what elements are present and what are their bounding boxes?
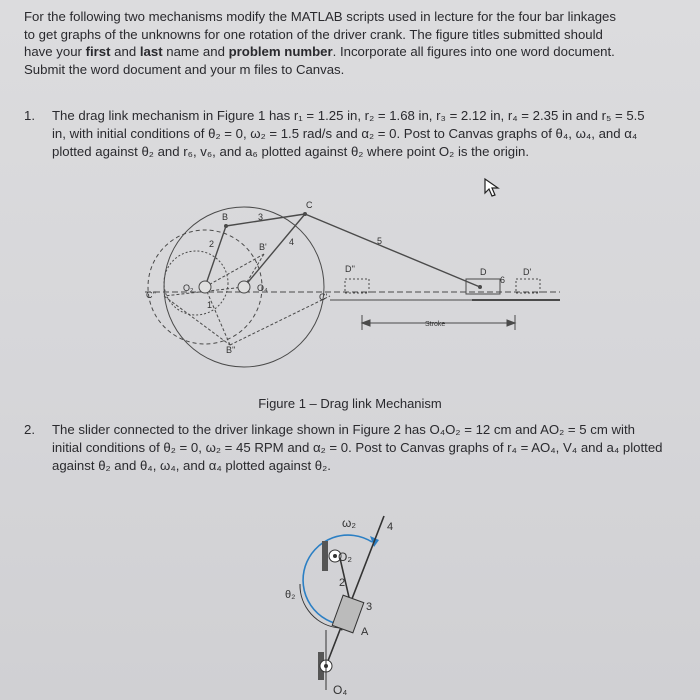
label-omega2: ω₂ [342,516,357,530]
problem-1-number: 1. [24,108,35,123]
figure-1-caption: Figure 1 – Drag link Mechanism [258,396,442,411]
label-B: B [222,212,229,222]
label-O4: O₄ [257,283,268,293]
label-2: 2 [209,239,215,249]
label-stroke: Stroke [425,321,446,328]
label-C-double-prime: C'' [146,290,156,300]
intro-line-3: have your first and last name and problem number. Incorporate all figures into one word document. [24,44,615,60]
label-C: C [306,200,313,210]
label-2: 2 [339,577,346,589]
intro-line-2: to get graphs of the unknowns for one rotation of the driver crank. The figure titles submitted should [24,26,603,42]
label-4: 4 [387,521,394,533]
label-D-double-prime: D'' [345,264,355,274]
label-O2: O₂ [338,550,352,564]
label-O4: O₄ [333,683,348,697]
intro-line-1: For the following two mechanisms modify the MATLAB scripts used in lecture for the four bar linkages [24,9,616,24]
problem-2-line-3: against θ₂ and θ₄, ω₄, and α₄ plotted against θ₂. [52,457,331,473]
problem-2-line-1: The slider connected to the driver linkage shown in Figure 2 has O₄O₂ = 12 cm and AO₂ = 5 cm with [52,422,635,437]
label-A: A [361,626,369,638]
label-6: 6 [500,275,506,285]
label-B-double-prime: B'' [226,345,236,355]
label-C-prime: C' [319,292,328,302]
label-5: 5 [377,236,383,246]
label-1: 1 [207,300,213,310]
problem-2-line-2: initial conditions of θ₂ = 0, ω₂ = 45 RPM and α₂ = 0. Post to Canvas graphs of r₄ = AO₄, V₄ and a₄ plotted [52,439,663,455]
problem-1-line-1: The drag link mechanism in Figure 1 has r₁ = 1.25 in, r₂ = 1.68 in, r₃ = 2.12 in, r₄ = 2.35 in and r₅ = 5.5 [52,108,645,123]
label-B-prime: B' [259,242,267,252]
label-4: 4 [289,237,295,247]
label-D-prime: D' [523,267,532,277]
problem-2-number: 2. [24,422,35,437]
label-O2: O₂ [183,283,194,293]
problem-1-line-2: in, with initial conditions of θ₂ = 0, ω₂ = 1.5 rad/s and α₂ = 0. Post to Canvas graphs of θ₄, ω₄, and α₄ [52,125,638,141]
intro-line-4: Submit the word document and your m files to Canvas. [24,61,345,77]
problem-1-line-3: plotted against θ₂ and r₆, v₆, and a₆ plotted against θ₂ where point O₂ is the origin. [52,143,530,159]
label-3: 3 [366,601,373,613]
label-theta2: θ₂ [285,589,296,601]
label-3: 3 [258,212,264,222]
label-D: D [480,267,487,277]
